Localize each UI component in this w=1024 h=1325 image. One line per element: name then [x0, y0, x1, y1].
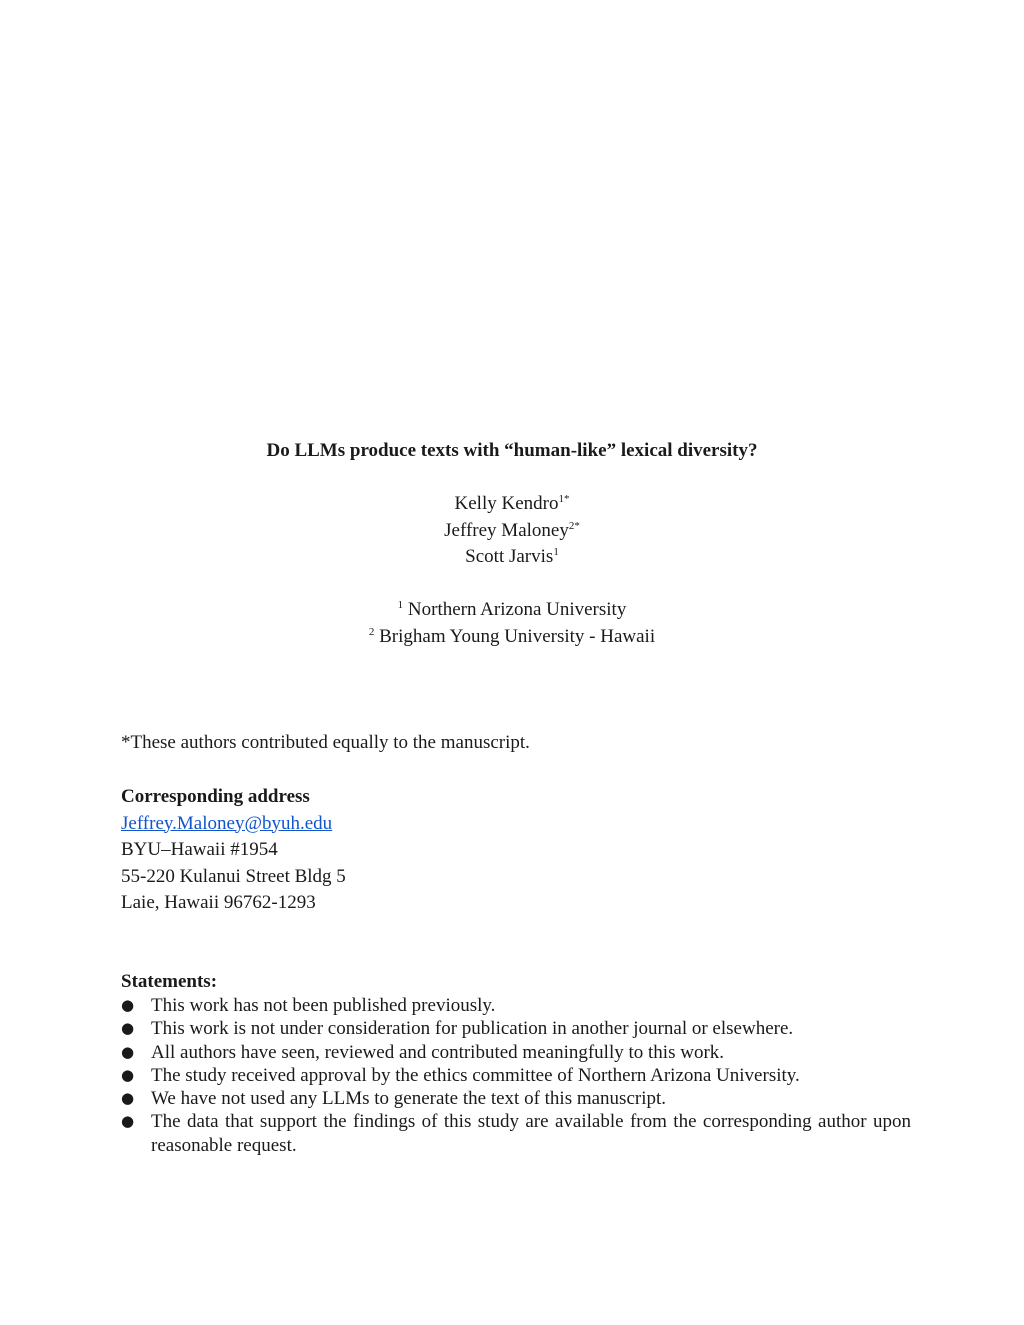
corresponding-email-link[interactable]: Jeffrey.Maloney@byuh.edu — [121, 812, 333, 834]
bullet-icon: ● — [121, 1065, 135, 1084]
author-affiliation-mark: 1* — [558, 493, 570, 505]
affiliation-list — [0, 597, 1024, 650]
corresponding-heading: Corresponding address — [121, 786, 310, 807]
affiliation: $^1$ Northern Arizona University — [397, 599, 627, 620]
statement-item: ● We have not used any LLMs to generate the text of this manuscript. — [121, 1088, 667, 1110]
statements-list — [121, 994, 911, 1157]
affiliation-mark: 1 — [397, 599, 404, 611]
author-list — [0, 491, 1024, 571]
statements-section — [121, 970, 911, 1157]
statement-item: ● The data that support the findings of this study are available from the corresponding author upon reasonable request. — [121, 1111, 911, 1156]
affiliation: $^2$ Brigham Young University - Hawaii — [368, 625, 656, 647]
equal-contribution-note: *These authors contributed equally to the manuscript. — [121, 732, 530, 753]
author-name: Jeffrey Maloney$^{2*}$ — [444, 519, 580, 541]
address-line: Laie, Hawaii 96762-1293 — [121, 892, 316, 913]
address-line: BYU–Hawaii #1954 — [121, 839, 278, 860]
paper-title: Do LLMs produce texts with “human-like” lexical diversity? — [266, 440, 758, 461]
address-line: 55-220 Kulanui Street Bldg 5 — [121, 865, 346, 887]
bullet-icon: ● — [121, 996, 135, 1014]
statement-item: ● The study received approval by the ethics committee of Northern Arizona University. — [121, 1064, 800, 1086]
author-affiliation-mark: 2* — [568, 519, 580, 532]
author-name: Kelly Kendro$^{1*}$ — [454, 493, 570, 514]
bullet-icon: ● — [121, 1089, 135, 1108]
statement-item: ● This work has not been published previously. — [121, 995, 496, 1016]
bullet-icon: ● — [121, 1019, 135, 1038]
corresponding-address — [121, 784, 346, 917]
bullet-icon: ● — [121, 1112, 135, 1131]
statements-heading: Statements: — [121, 971, 218, 992]
author-affiliation-mark: 1 — [553, 546, 559, 558]
statement-item: ● This work is not under consideration for publication in another journal or elsewhere. — [121, 1018, 794, 1040]
bullet-icon: ● — [121, 1042, 135, 1061]
affiliation-mark: 2 — [368, 625, 375, 638]
author-name: Scott Jarvis$^1$ — [465, 546, 559, 567]
statement-item: ● All authors have seen, reviewed and contributed meaningfully to this work. — [121, 1041, 725, 1063]
